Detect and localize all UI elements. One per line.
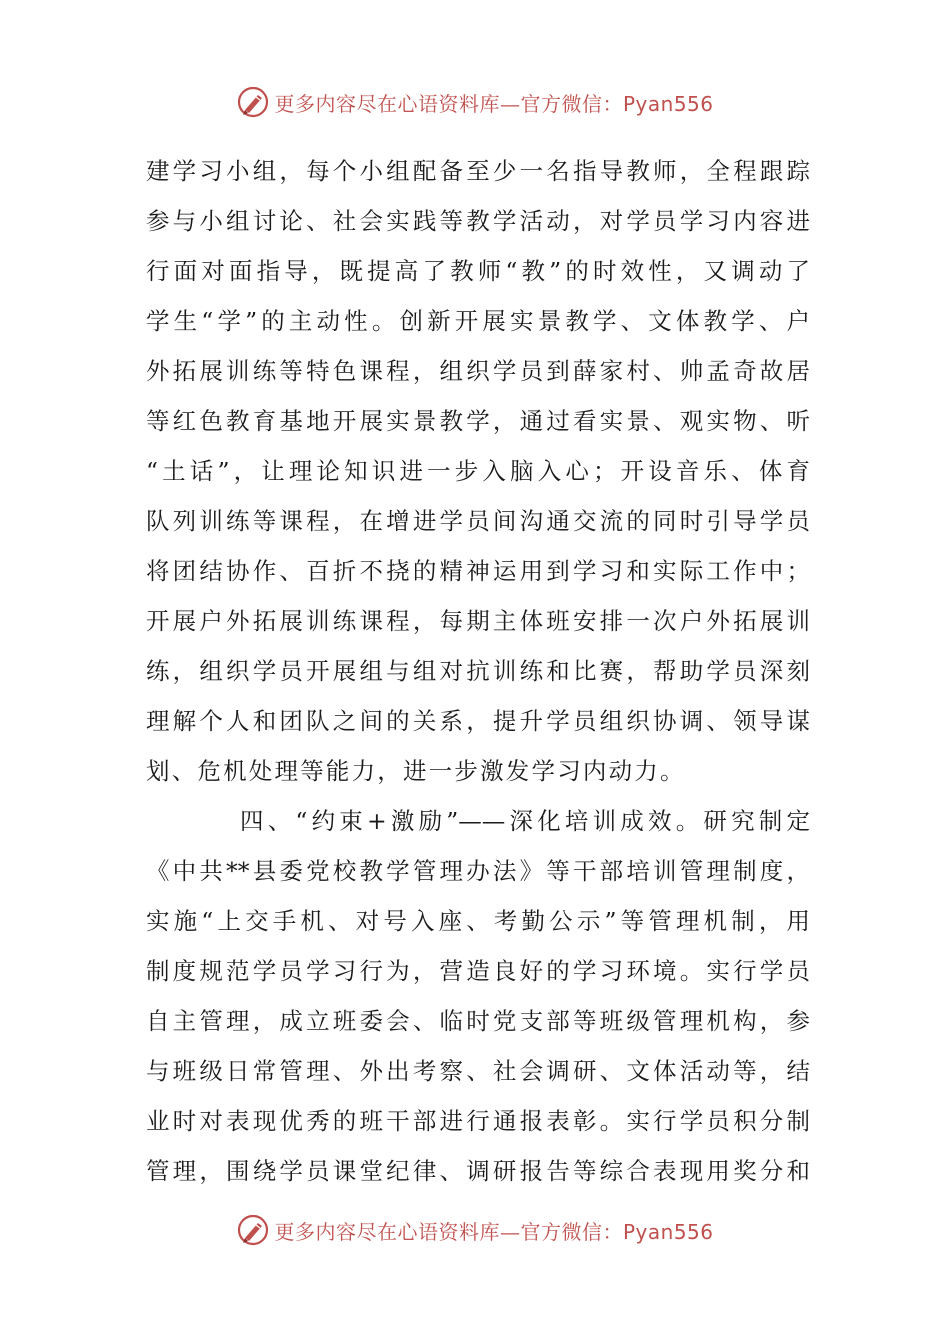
body-line: “土话”，让理论知识进一步入脑入心；开设音乐、体育	[146, 457, 810, 485]
body-line: 与班级日常管理、外出考察、社会调研、文体活动等，结	[146, 1057, 810, 1085]
header-banner	[0, 82, 950, 122]
body-line: 练，组织学员开展组与组对抗训练和比赛，帮助学员深刻	[146, 657, 810, 685]
body-line: 划、危机处理等能力，进一步激发学习内动力。	[146, 757, 686, 785]
body-line: 《中共**县委党校教学管理办法》等干部培训管理制度，	[146, 857, 810, 885]
body-line: 建学习小组，每个小组配备至少一名指导教师，全程跟踪	[146, 157, 810, 185]
body-line: 外拓展训练等特色课程，组织学员到薛家村、帅孟奇故居	[146, 357, 810, 385]
body-line: 队列训练等课程，在增进学员间沟通交流的同时引导学员	[146, 507, 810, 535]
footer-banner	[0, 1210, 950, 1250]
body-line: 管理，围绕学员课堂纪律、调研报告等综合表现用奖分和	[146, 1157, 810, 1185]
body-line: 学生“学”的主动性。创新开展实景教学、文体教学、户	[146, 307, 810, 335]
pen-logo-icon	[236, 85, 270, 119]
body-line: 行面对面指导，既提高了教师“教”的时效性，又调动了	[146, 257, 810, 285]
header-banner-text: 更多内容尽在心语资料库—官方微信：	[274, 91, 623, 116]
header-wechat-id: Pyan556	[622, 91, 714, 116]
body-line: 自主管理，成立班委会、临时党支部等班级管理机构，参	[146, 1007, 810, 1035]
body-line: 理解个人和团队之间的关系，提升学员组织协调、领导谋	[146, 707, 810, 735]
body-line: 实施“上交手机、对号入座、考勤公示”等管理机制，用	[146, 907, 810, 935]
body-line: 业时对表现优秀的班干部进行通报表彰。实行学员积分制	[146, 1107, 810, 1135]
pen-logo-icon	[236, 1213, 270, 1247]
body-line: 等红色教育基地开展实景教学，通过看实景、观实物、听	[146, 407, 810, 435]
body-line: 开展户外拓展训练课程，每期主体班安排一次户外拓展训	[146, 607, 810, 635]
body-line: 制度规范学员学习行为，营造良好的学习环境。实行学员	[146, 957, 810, 985]
section-heading-line: 四、“约束+激励”——深化培训成效。研究制定	[240, 807, 810, 835]
footer-banner-text: 更多内容尽在心语资料库—官方微信：	[274, 1219, 623, 1244]
body-line: 将团结协作、百折不挠的精神运用到学习和实际工作中；	[146, 557, 810, 585]
footer-wechat-id: Pyan556	[622, 1219, 714, 1244]
document-body	[146, 146, 810, 1196]
body-line: 参与小组讨论、社会实践等教学活动，对学员学习内容进	[146, 207, 810, 235]
